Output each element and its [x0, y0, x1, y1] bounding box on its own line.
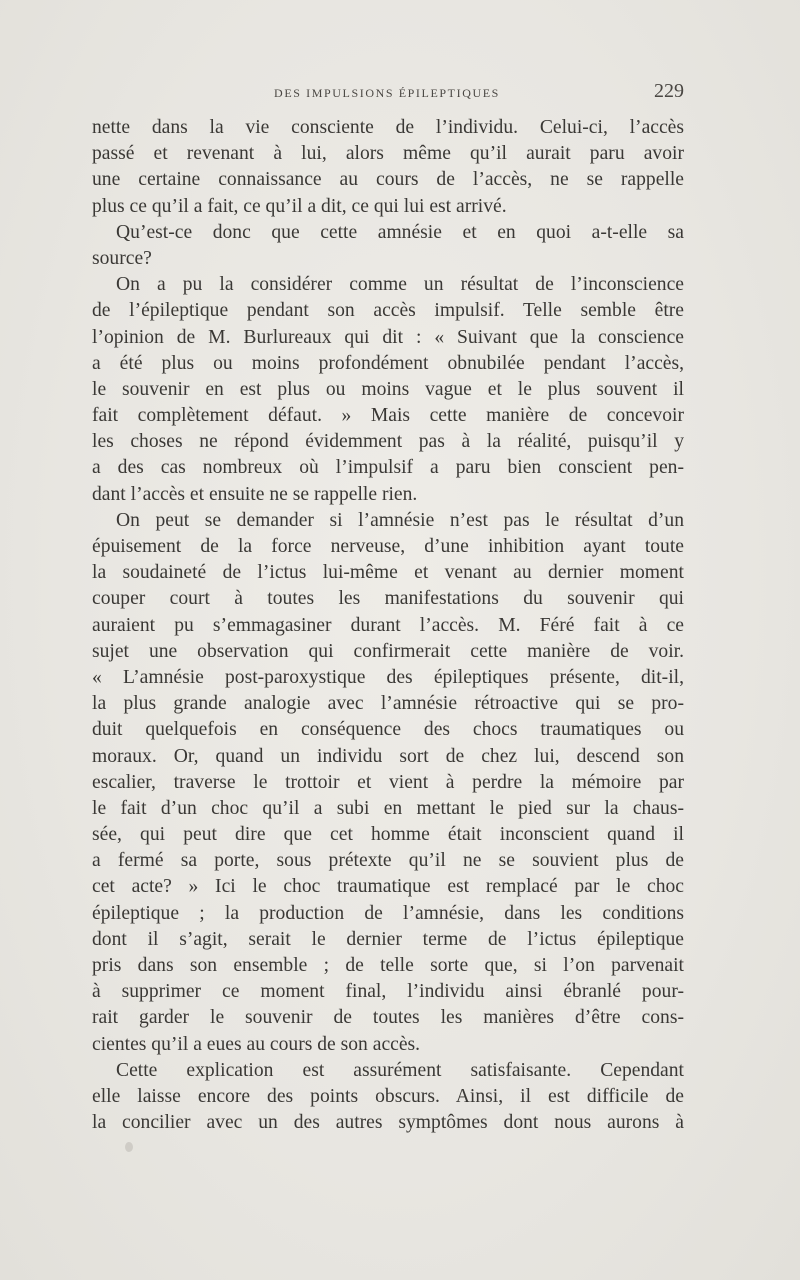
- paragraph-start-line: On a pu la considérer comme un résultat de l’inconscience: [116, 274, 684, 296]
- running-header: [92, 78, 682, 108]
- paragraph-start-line: Cette explication est assurément satisfaisante. Cependant: [116, 1059, 684, 1081]
- page-number: 229: [654, 80, 684, 102]
- text-line: escalier, traverse le trottoir et vient à perdre la mémoire par: [92, 771, 684, 793]
- text-line: elle laisse encore des points obscurs. Ainsi, il est difficile de: [92, 1085, 684, 1107]
- text-line: a été plus ou moins profondément obnubilée pendant l’accès,: [92, 352, 684, 374]
- text-line: passé et revenant à lui, alors même qu’il aurait paru avoir: [92, 143, 684, 165]
- text-line: les choses ne répond évidemment pas à la réalité, puisqu’il y: [92, 431, 684, 453]
- text-line: a fermé sa porte, sous prétexte qu’il ne se souvient plus de: [92, 850, 684, 872]
- text-line: cientes qu’il a eues au cours de son accès.: [92, 1033, 421, 1055]
- text-line: la concilier avec un des autres symptômes dont nous aurons à: [92, 1112, 684, 1134]
- text-line: fait complètement défaut. » Mais cette manière de concevoir: [92, 405, 684, 427]
- text-line: source?: [92, 247, 152, 269]
- paragraph-start-line: On peut se demander si l’amnésie n’est pas le résultat d’un: [116, 509, 684, 531]
- paper-stain: [125, 1142, 133, 1152]
- text-line: de l’épileptique pendant son accès impulsif. Telle semble être: [92, 300, 684, 322]
- text-line: à supprimer ce moment final, l’individu ainsi ébranlé pour-: [92, 981, 684, 1003]
- text-line: sée, qui peut dire que cet homme était inconscient quand il: [92, 824, 684, 846]
- body-text: [92, 115, 684, 1136]
- text-line: couper court à toutes les manifestations du souvenir qui: [92, 588, 684, 610]
- text-line: la plus grande analogie avec l’amnésie rétroactive qui se pro-: [92, 693, 684, 715]
- text-line: une certaine connaissance au cours de l’accès, ne se rappelle: [92, 169, 684, 191]
- text-line: moraux. Or, quand un individu sort de chez lui, descend son: [92, 745, 684, 767]
- text-line: dont il s’agit, serait le dernier terme de l’ictus épileptique: [92, 928, 684, 950]
- running-title: DES IMPULSIONS ÉPILEPTIQUES: [274, 86, 500, 100]
- text-line: plus ce qu’il a fait, ce qu’il a dit, ce qui lui est arrivé.: [92, 195, 507, 217]
- text-line: la soudaineté de l’ictus lui-même et venant au dernier moment: [92, 562, 684, 584]
- text-line: épuisement de la force nerveuse, d’une inhibition ayant toute: [92, 536, 684, 557]
- text-line: auraient pu s’emmagasiner durant l’accès. M. Féré fait à ce: [92, 614, 684, 636]
- text-line: cet acte? » Ici le choc traumatique est remplacé par le choc: [92, 876, 684, 898]
- text-line: le souvenir en est plus ou moins vague et le plus souvent il: [92, 378, 684, 400]
- text-line: a des cas nombreux où l’impulsif a paru bien conscient pen-: [92, 457, 684, 479]
- text-line: « L’amnésie post-paroxystique des épileptiques présente, dit-il,: [92, 666, 684, 688]
- text-line: épileptique ; la production de l’amnésie, dans les conditions: [92, 902, 684, 924]
- paragraph-start-line: Qu’est-ce donc que cette amnésie et en quoi a-t-elle sa: [116, 221, 684, 243]
- text-line: pris dans son ensemble ; de telle sorte que, si l’on parvenait: [92, 955, 684, 976]
- text-line: nette dans la vie consciente de l’individu. Celui-ci, l’accès: [92, 117, 684, 138]
- text-line: l’opinion de M. Burlureaux qui dit : « Suivant que la conscience: [92, 326, 684, 348]
- text-line: dant l’accès et ensuite ne se rappelle rien.: [92, 483, 418, 505]
- text-line: duit quelquefois en conséquence des chocs traumatiques ou: [92, 719, 684, 741]
- text-line: rait garder le souvenir de toutes les manières d’être cons-: [92, 1007, 684, 1029]
- text-line: sujet une observation qui confirmerait cette manière de voir.: [92, 640, 684, 662]
- text-line: le fait d’un choc qu’il a subi en mettant le pied sur la chaus-: [92, 797, 684, 819]
